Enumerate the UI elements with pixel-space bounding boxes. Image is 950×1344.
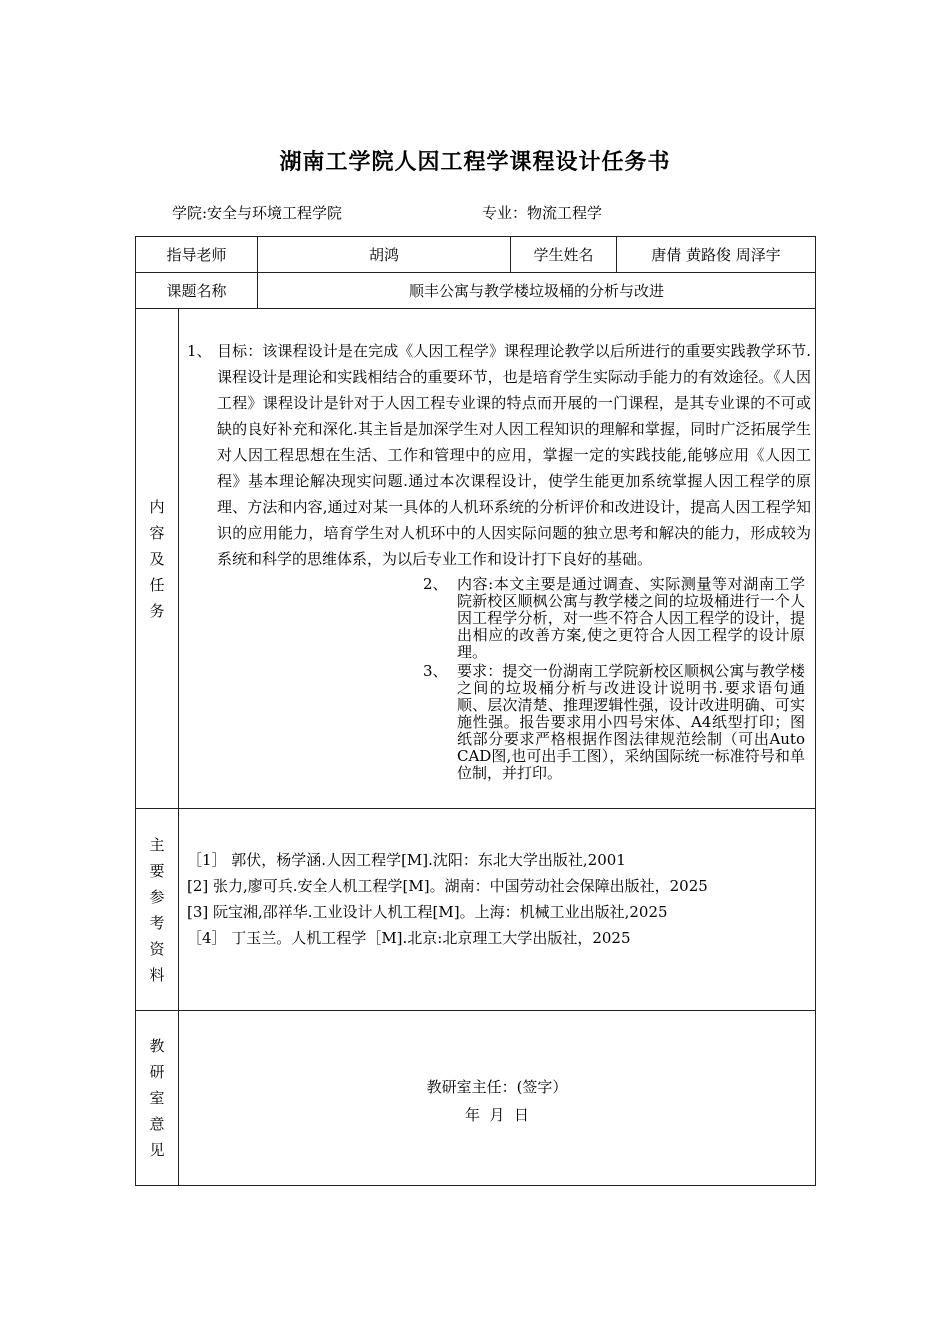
- student-names: 唐倩 黄路俊 周泽宇: [617, 237, 816, 273]
- opinion-row: [136, 1011, 816, 1186]
- college-field: 学院:安全与环境工程学院: [172, 204, 343, 222]
- goal-paragraph: [187, 338, 811, 572]
- goal-number: 1、: [187, 341, 212, 360]
- reference-item: ［1］ 郭伏，杨学涵.人因工程学[M].沈阳：东北大学出版社,2001: [187, 851, 626, 869]
- requirement-text: 要求：提交一份湖南工学院新校区顺枫公寓与教学楼之间的垃圾桶分析与改进设计说明书.要求语句通顺、层次清楚、推理逻辑性强，设计改进明确、可实施性强。报告要求用小四号宋体、A4纸型打印；图纸部分要求严格根据作图法律规范绘制（可出Auto CAD图,也可出手工图），采纳国际统一标准符号和单位制，并打印。: [457, 661, 805, 782]
- reference-item: ［4］ 丁玉兰。人机工程学［M].北京:北京理工大学出版社，2025: [187, 929, 631, 947]
- content-item: [423, 574, 805, 661]
- content-number: 2、: [423, 574, 448, 593]
- requirement-item: [423, 661, 805, 782]
- topic-row: [136, 273, 816, 309]
- advisor-label: 指导老师: [136, 237, 258, 273]
- topic-value: 顺丰公寓与教学楼垃圾桶的分析与改进: [258, 273, 816, 309]
- task-table: [135, 236, 816, 309]
- reference-list: [179, 809, 815, 951]
- topic-label: 课题名称: [136, 273, 258, 309]
- content-text: 内容:本文主要是通过调查、实际测量等对湖南工学院新校区顺枫公寓与教学楼之间的垃圾桶进行一个人因工程学分析，对一些不符合人因工程学的设计，提出相应的改善方案,使之更符合人因工程学的设计原理。: [457, 574, 805, 661]
- content-cell: [179, 309, 816, 809]
- content-row: [136, 309, 816, 809]
- requirement-number: 3、: [423, 661, 448, 680]
- references-cell: [179, 809, 816, 1011]
- major-field: 专业：物流工程学: [482, 204, 603, 222]
- reference-item: [2] 张力,廖可兵.安全人机工程学[M]。湖南：中国劳动社会保障出版社，2025: [187, 877, 708, 895]
- opinion-label: 教 研 室 意 见: [136, 1011, 179, 1186]
- advisor-row: [136, 237, 816, 273]
- opinion-cell: [179, 1011, 816, 1186]
- content-label: 内 容 及 任 务: [136, 309, 179, 809]
- reference-item: [3] 阮宝湘,邵祥华.工业设计人机工程[M]。上海：机械工业出版社,2025: [187, 903, 668, 921]
- signature-line: 教研室主任：(签字）: [426, 1078, 568, 1096]
- student-label: 学生姓名: [511, 237, 617, 273]
- opinion-block: [179, 1067, 815, 1129]
- date-line: 年 月 日: [464, 1106, 530, 1124]
- detail-table: [135, 308, 816, 1186]
- document-title: 湖南工学院人因工程学课程设计任务书: [279, 150, 671, 175]
- goal-text: 目标：该课程设计是在完成《人因工程学》课程理论教学以后所进行的重要实践教学环节.课程设计是理论和实践相结合的重要环节，也是培育学生实际动手能力的有效途径。《人因工程》课程设计是针对于人因工程专业课的特点而开展的一门课程，是其专业课的不可或缺的良好补充和深化.其主旨是加深学生对人因工程知识的理解和掌握，同时广泛拓展学生对人因工程思想在生活、工作和管理中的应用，掌握一定的实践技能,能够应用《人因工程》基本理论解决现实问题.通过本次课程设计，使学生能更加系统掌握人因工程学的原理、方法和内容,通过对某一具体的人机环系统的分析评价和改进设计，提高人因工程学知识的应用能力，培育学生对人机环中的人因实际问题的独立思考和解决的能力，形成较为系统和科学的思维体系，为以后专业工作和设计打下良好的基础。: [217, 341, 811, 568]
- advisor-name: 胡鸿: [258, 237, 511, 273]
- references-label: 主 要 参 考 资 料: [136, 809, 179, 1011]
- references-row: [136, 809, 816, 1011]
